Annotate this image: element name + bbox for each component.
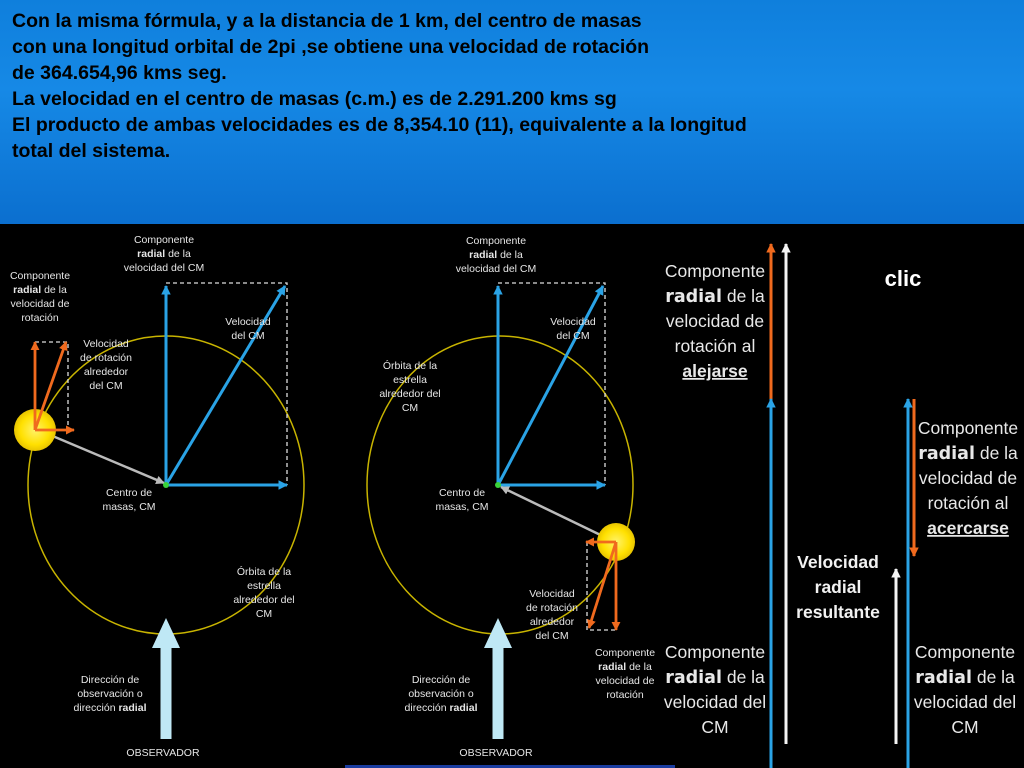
radial-velocity-figure <box>0 224 1024 768</box>
svg-text:del CM <box>556 330 589 342</box>
vel-cm-label-1: Velocidad <box>550 316 596 328</box>
orbit-label-1: Órbita de la <box>236 566 292 578</box>
orbit-label-2: estrella <box>393 374 427 386</box>
direction-label-1: Dirección de <box>80 674 140 686</box>
vel-rot-label-3: alrededor <box>529 616 575 628</box>
svg-text:alejarse <box>682 361 747 381</box>
center-label-2: masas, CM <box>102 501 156 513</box>
svg-text:clic <box>885 266 922 291</box>
radial-cm-label-2b: de la <box>165 248 191 260</box>
radial-rot-label-2a: radial <box>598 661 627 673</box>
alejarse-label-3: velocidad de <box>665 311 765 331</box>
orbit-label-4: CM <box>401 402 419 414</box>
center-label-1: Centro de <box>438 487 486 499</box>
svg-text:radial de la <box>918 443 1018 464</box>
observer-label: OBSERVADOR <box>126 747 200 759</box>
svg-text:radial de la <box>598 661 652 673</box>
observer-label: OBSERVADOR <box>459 747 533 759</box>
svg-text:observación o <box>77 688 143 700</box>
svg-text:velocidad del CM <box>124 262 205 274</box>
direction-label-2: observación o <box>408 688 474 700</box>
svg-text:masas, CM <box>102 501 155 513</box>
svg-text:radial de la <box>665 667 765 688</box>
svg-text:resultante <box>796 602 880 622</box>
svg-text:dirección radial <box>74 702 147 714</box>
radial-rot-label-2b: de la <box>626 661 652 673</box>
center-label-1: Centro de <box>105 487 153 499</box>
svg-text:CM <box>402 402 418 414</box>
svg-text:CM <box>256 608 272 620</box>
svg-text:Velocidad <box>529 588 575 600</box>
svg-text:Dirección de <box>412 674 471 686</box>
radial-rot-label-4: rotación <box>21 312 59 324</box>
direction-label-1: Dirección de <box>411 674 471 686</box>
vel-rot-label-4: del CM <box>535 630 569 642</box>
vel-cm-label-2: del CM <box>556 330 590 342</box>
resultant-label-2: radial <box>814 577 862 597</box>
svg-text:velocidad del CM <box>456 263 537 275</box>
vel-rot-label-3: alrededor <box>83 366 129 378</box>
cm-left-label-2a: radial <box>665 668 722 688</box>
svg-text:de rotación <box>80 352 132 364</box>
svg-text:alrededor <box>84 366 129 378</box>
svg-text:Componente <box>665 261 765 281</box>
svg-text:del CM <box>231 330 264 342</box>
vel-cm-label-2: del CM <box>231 330 265 342</box>
orbit-label-3: alrededor del <box>233 594 295 606</box>
svg-text:rotación al <box>675 336 756 356</box>
svg-text:radial de la <box>137 248 191 260</box>
svg-text:rotación <box>21 312 59 324</box>
text-line-5: El producto de ambas velocidades es de 8,354.10 (11), equivalente a la longitud <box>12 114 747 136</box>
orbit-label-2: estrella <box>247 580 281 592</box>
acercarse-label-5: acercarse <box>927 518 1009 538</box>
svg-text:del CM <box>535 630 568 642</box>
svg-text:dirección radial <box>405 702 478 714</box>
radial-rot-label-2a: radial <box>13 284 42 296</box>
direction-label-3a: dirección <box>404 702 450 714</box>
svg-text:Dirección de <box>81 674 140 686</box>
svg-text:OBSERVADOR <box>459 747 533 759</box>
svg-text:radial de la <box>915 667 1015 688</box>
svg-text:Velocidad <box>225 316 271 328</box>
alejarse-label-1: Componente <box>664 261 766 281</box>
cm-left-label-4: CM <box>701 717 729 737</box>
radial-cm-label-2b: de la <box>497 249 523 261</box>
svg-text:Componente <box>466 235 526 247</box>
text-line-4: La velocidad en el centro de masas (c.m.) es de 2.291.200 kms sg <box>12 88 617 110</box>
direction-label-3a: dirección <box>73 702 119 714</box>
resultant-label-3: resultante <box>796 602 880 622</box>
alejarse-label-2a: radial <box>665 287 722 307</box>
text-line-1: Con la misma fórmula, y a la distancia de 1 km, del centro de masas <box>12 10 642 32</box>
radial-cm-label-2a: radial <box>137 248 166 260</box>
svg-text:Centro de <box>439 487 485 499</box>
vel-rot-label-2: de rotación <box>526 602 578 614</box>
alejarse-label-5: alejarse <box>682 361 748 381</box>
vel-rot-label-1: Velocidad <box>83 338 129 350</box>
vel-rot-label-2: de rotación <box>80 352 132 364</box>
svg-text:velocidad del <box>664 692 766 712</box>
acercarse-label-4: rotación al <box>927 493 1009 513</box>
clic-label[interactable]: clic <box>884 266 922 291</box>
right-panel <box>664 244 1018 768</box>
center-label-2: masas, CM <box>435 501 489 513</box>
cm-right-label-3: velocidad del <box>913 692 1017 712</box>
cm-left-label-3: velocidad del <box>663 692 767 712</box>
svg-text:observación o <box>408 688 474 700</box>
radial-rot-label-1: Componente <box>9 270 71 282</box>
center-of-mass <box>495 482 501 488</box>
svg-text:velocidad del <box>914 692 1016 712</box>
svg-text:radial de la <box>13 284 67 296</box>
radius-line <box>36 429 164 483</box>
svg-text:rotación al <box>928 493 1009 513</box>
orbit-label-1: Órbita de la <box>382 360 438 372</box>
acercarse-label-2b: de la <box>974 443 1018 463</box>
direction-label-3b: radial <box>449 702 478 714</box>
svg-text:estrella <box>393 374 427 386</box>
orbit-label-4: CM <box>255 608 273 620</box>
vel-cm-label-1: Velocidad <box>225 316 271 328</box>
radial-cm-label-1: Componente <box>133 234 195 246</box>
radial-rot-label-1: Componente <box>594 647 656 659</box>
svg-text:Velocidad <box>550 316 596 328</box>
svg-text:rotación <box>606 689 644 701</box>
cm-left-label-2b: de la <box>721 667 765 687</box>
svg-text:velocidad de <box>666 311 764 331</box>
center-of-mass <box>163 482 169 488</box>
cm-right-label-1: Componente <box>914 642 1016 662</box>
text-line-2: con una longitud orbital de 2pi ,se obtiene una velocidad de rotación <box>12 36 650 58</box>
middle-diagram <box>367 235 655 759</box>
resultant-label-1: Velocidad <box>797 552 879 572</box>
svg-text:velocidad de <box>596 675 655 687</box>
alejarse-label-2b: de la <box>721 286 765 306</box>
svg-text:alrededor del <box>233 594 294 606</box>
orbit-label-3: alrededor del <box>379 388 441 400</box>
svg-text:Centro de <box>106 487 152 499</box>
svg-text:Órbita de la <box>237 565 291 578</box>
cm-right-label-2b: de la <box>971 667 1015 687</box>
svg-text:velocidad de <box>919 468 1017 488</box>
radial-rot-label-4: rotación <box>606 689 644 701</box>
svg-text:radial de la <box>665 286 765 307</box>
svg-text:CM <box>951 717 978 737</box>
title-band <box>0 0 1024 224</box>
svg-text:alrededor del <box>379 388 440 400</box>
text-line-3: de 364.654,96 kms seg. <box>12 62 227 84</box>
left-diagram <box>10 234 304 759</box>
svg-text:Órbita de la <box>383 359 437 372</box>
cm-right-label-4: CM <box>951 717 979 737</box>
svg-text:Componente <box>918 418 1018 438</box>
svg-text:Componente <box>665 642 765 662</box>
svg-text:CM <box>701 717 728 737</box>
svg-text:Velocidad <box>797 552 879 572</box>
acercarse-label-2a: radial <box>918 444 975 464</box>
svg-text:Velocidad <box>83 338 129 350</box>
radial-cm-label-2a: radial <box>469 249 498 261</box>
svg-text:OBSERVADOR <box>126 747 200 759</box>
svg-text:velocidad de <box>11 298 70 310</box>
direction-label-2: observación o <box>77 688 143 700</box>
radial-rot-label-2b: de la <box>41 284 67 296</box>
svg-text:de rotación <box>526 602 578 614</box>
svg-text:acercarse <box>927 518 1009 538</box>
svg-text:Componente <box>915 642 1015 662</box>
radius-line <box>501 487 615 542</box>
radial-cm-label-3: velocidad del CM <box>123 262 205 274</box>
slide-text <box>12 8 1012 164</box>
radial-rot-label-3: velocidad de <box>595 675 655 687</box>
svg-text:Componente <box>134 234 194 246</box>
svg-text:alrededor <box>530 616 575 628</box>
radial-rot-label-3: velocidad de <box>10 298 70 310</box>
direction-label-3b: radial <box>118 702 147 714</box>
acercarse-label-3: velocidad de <box>918 468 1018 488</box>
svg-text:radial <box>815 577 862 597</box>
cm-left-label-1: Componente <box>664 642 766 662</box>
acercarse-label-1: Componente <box>917 418 1019 438</box>
vel-rot-label-4: del CM <box>89 380 123 392</box>
radial-cm-label-1: Componente <box>465 235 527 247</box>
svg-text:Componente <box>10 270 70 282</box>
text-line-6: total del sistema. <box>12 140 171 162</box>
radial-cm-label-3: velocidad del CM <box>455 263 537 275</box>
svg-text:del CM <box>89 380 122 392</box>
cm-right-label-2a: radial <box>915 668 972 688</box>
svg-text:estrella <box>247 580 281 592</box>
alejarse-label-4: rotación al <box>674 336 756 356</box>
svg-text:radial de la <box>469 249 523 261</box>
svg-text:Componente <box>595 647 655 659</box>
vel-rot-label-1: Velocidad <box>529 588 575 600</box>
svg-text:masas, CM <box>435 501 488 513</box>
